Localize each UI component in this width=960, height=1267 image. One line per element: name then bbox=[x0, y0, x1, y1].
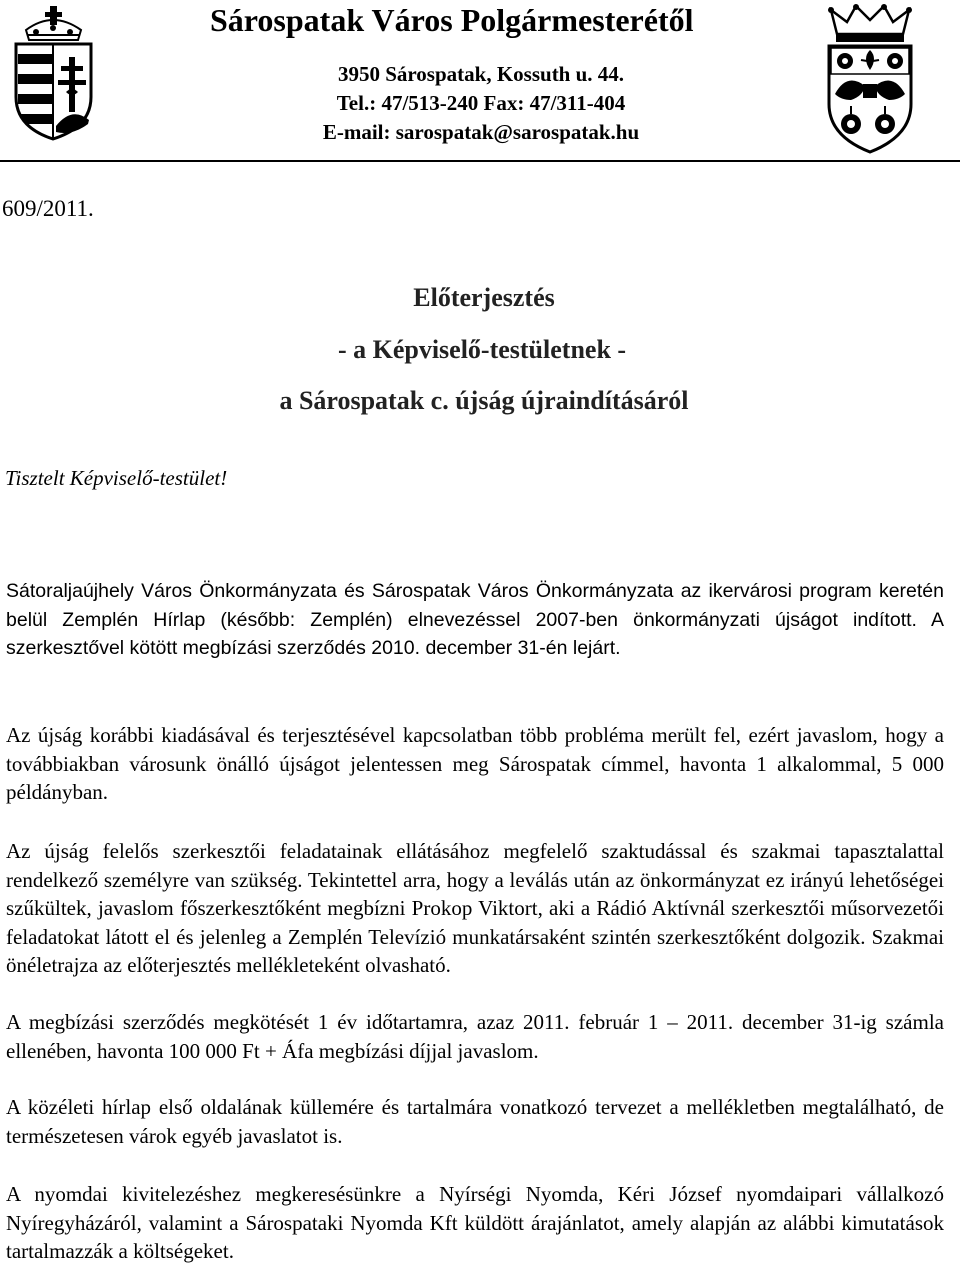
title-line-1: Előterjesztés bbox=[413, 283, 555, 312]
title-line-3: a Sárospatak c. újság újraindításáról bbox=[279, 386, 689, 415]
paragraph-4: A megbízási szerződés megkötését 1 év időtartamra, azaz 2011. február 1 – 2011. december 31-ig számla ellenében, havonta 100 000 Ft + Áfa megbízási díjjal javaslom. bbox=[6, 1010, 944, 1063]
document-number: 609/2011. bbox=[2, 196, 94, 221]
header-title: Sárospatak Város Polgármesterétől bbox=[210, 2, 694, 38]
paragraph-6: A nyomdai kivitelezéshez megkeresésünkre a Nyírségi Nyomda, Kéri József nyomdaipari vállalkozó Nyíregyházáról, valamint a Sárospataki Nyomda Kft küldött árajánlatot, amely alapján az alábbi kimutatások tartalmazzák a költségeket. bbox=[6, 1182, 944, 1264]
header-email: E-mail: sarospatak@sarospatak.hu bbox=[322, 120, 640, 144]
header-divider bbox=[0, 160, 960, 162]
header-phone-fax: Tel.: 47/513-240 Fax: 47/311-404 bbox=[336, 91, 626, 115]
paragraph-5: A közéleti hírlap első oldalának küllemére és tartalmára vonatkozó tervezet a mellékletben megtalálható, de természetesen várok egyéb javaslatot is. bbox=[6, 1095, 944, 1148]
salutation: Tisztelt Képviselő-testület! bbox=[5, 466, 228, 490]
paragraph-2: Az újság korábbi kiadásával és terjesztésével kapcsolatban több probléma merült fel, ezért javaslom, hogy a továbbiakban városunk önálló újságot jelentessen meg Sárospatak címmel, havonta 1 alkalommal, 5 000 példányban. bbox=[6, 723, 944, 805]
header-address: 3950 Sárospatak, Kossuth u. 44. bbox=[337, 62, 625, 86]
title-line-2: - a Képviselő-testületnek - bbox=[337, 335, 627, 364]
paragraph-1: Sátoraljaújhely Város Önkormányzata és Sárospatak Város Önkormányzata az ikervárosi program keretén belül Zemplén Hírlap (később: Zemplén) elnevezéssel 2007-ben önkormányzati újságot indított. A szerkesztővel kötött megbízási szerződés 2010. december 31-én lejárt. bbox=[6, 580, 944, 660]
paragraph-3: Az újság felelős szerkesztői feladatainak ellátásához megfelelő szaktudással és szakmai tapasztalattal rendelkező személyre van szükség. Tekintettel arra, hogy a leválás után az önkormányzat ez irányú lehetőségei szűkültek, javaslom főszerkesztőként megbízni Prokop Viktort, aki a Rádió Aktívnál szerkesztői műsorvezetői feladatokat látott el és jelenleg a Zemplén Televízió munkatársaként szintén szerkesztőként dolgozik. Szakmai önéletrajza az előterjesztés mellékleteként olvasható. bbox=[6, 839, 944, 978]
header-contact-block bbox=[0, 60, 960, 147]
